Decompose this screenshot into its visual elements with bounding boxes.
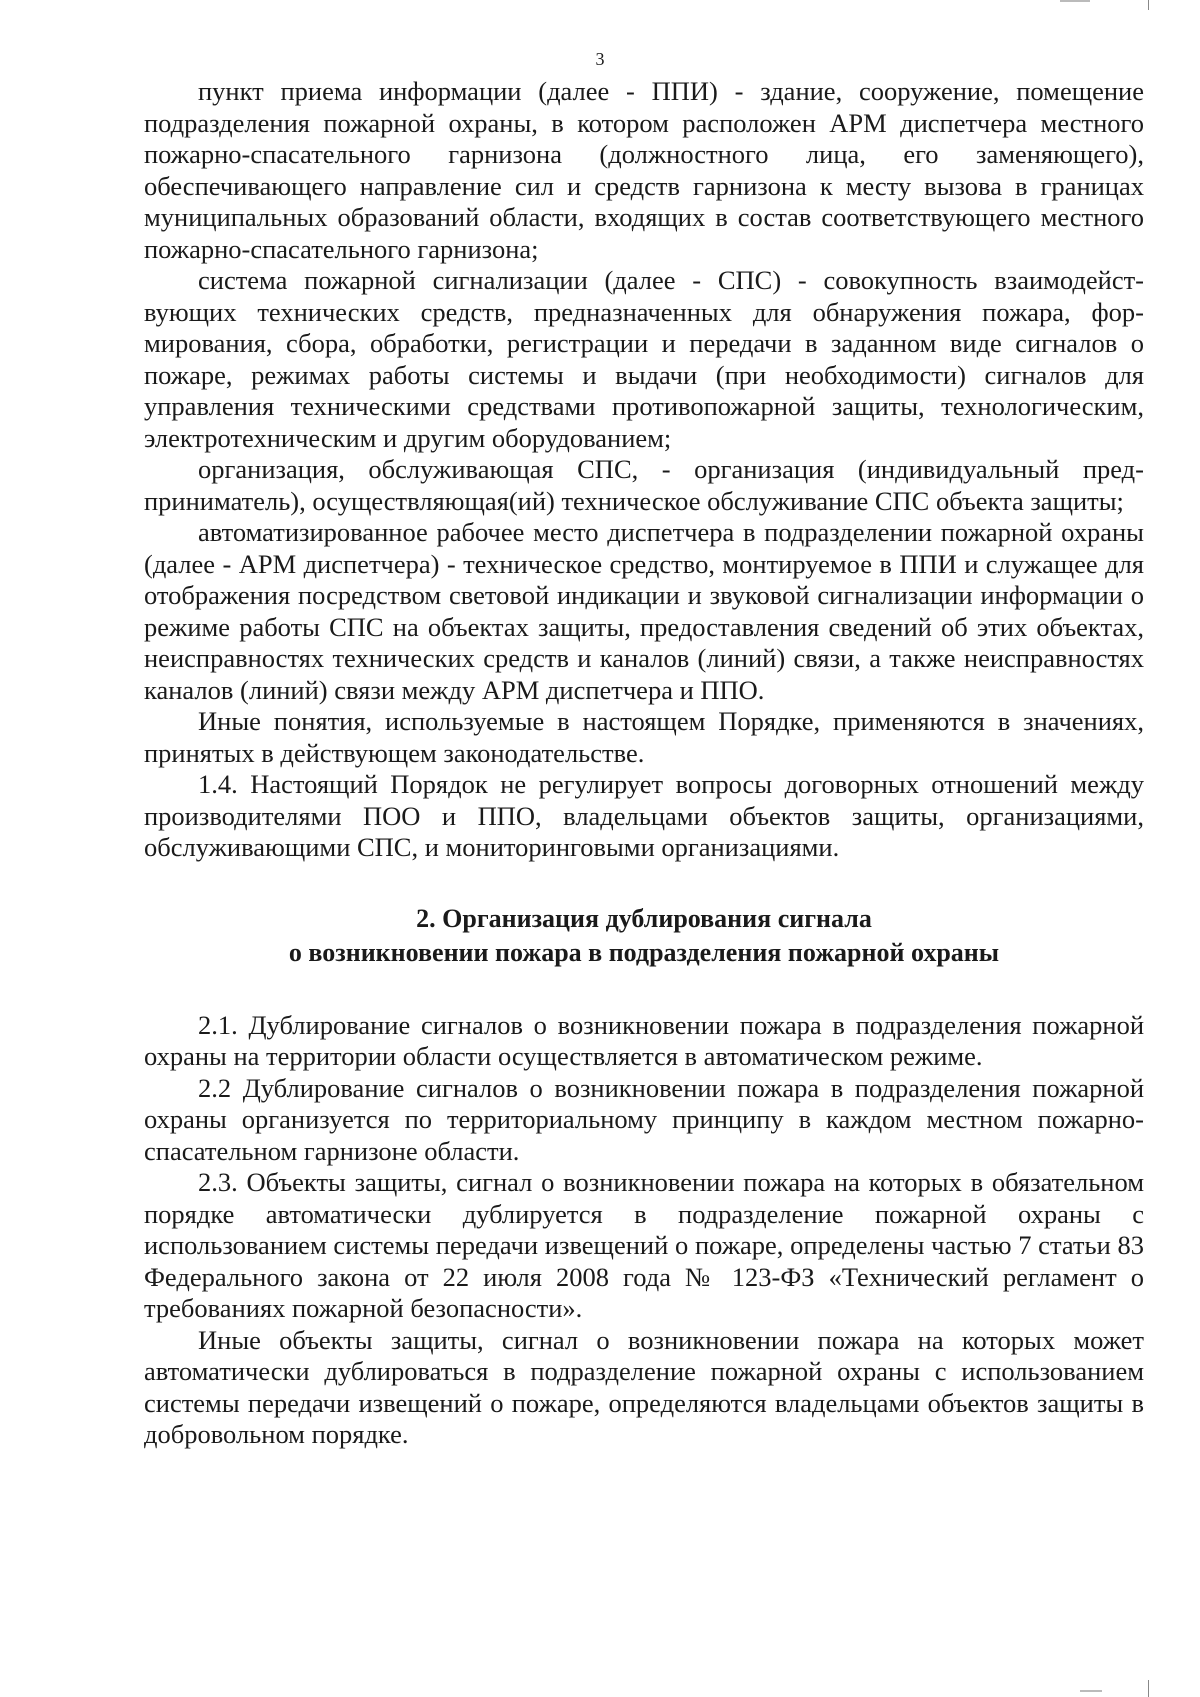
paragraph-2-2: 2.2 Дублирование сигналов о возникновении пожара в подразделения пожарной охраны организуется по территориальному принципу в каждом местном пожарно-спасательном гарнизоне области. — [144, 1072, 1144, 1166]
scan-mark-top-right-2 — [1060, 0, 1090, 2]
section-2-heading — [144, 902, 1144, 970]
section-2-heading-line-2: о возникновении пожара в подразделения пожарной охраны — [288, 937, 1000, 967]
paragraph-1-4: 1.4. Настоящий Порядок не регулирует вопросы договорных отношений между производителями ПОО и ППО, владельцами объектов защиты, организациями, обслуживающими СПС, и мониторинговыми организациями. — [144, 769, 1144, 862]
paragraph-2-1: 2.1. Дублирование сигналов о возникновении пожара в подразделения пожарной охраны на территории области осуществляется в автоматическом режиме. — [144, 1009, 1144, 1071]
paragraph-sps-definition: система пожарной сигнализации (далее - СПС) - совокупность взаимодействующих технических средств, предназначенных для обнаружения пожара, формирования, сбора, обработки, регистрации и передачи в заданном виде сигналов о пожаре, режимах работы системы и выдачи (при необходимости) сигналов для управления техническими средствами противопожарной защиты, технологическим, электротехническим и другим оборудованием; — [144, 265, 1144, 453]
scan-mark-bottom-right-2 — [1080, 1690, 1102, 1692]
paragraph-arm-definition: автоматизированное рабочее место диспетчера в подразделении пожарной охраны (далее - АРМ диспетчера) - техническое средство, монтируемое в ППИ и служащее для отображения посредством световой индикации и звуковой сигнализации информации о режиме работы СПС на объектах защиты, предоставления сведений об этих объектах, неисправностях технических средств и каналов (линий) связи, а также неисправностях каналов (линий) связи между АРМ диспетчера и ППО. — [144, 517, 1144, 705]
paragraph-service-organization-definition: организация, обслуживающая СПС, - организация (индивидуальный предприниматель), осуществляющая(ий) техническое обслуживание СПС объекта защиты; — [144, 454, 1144, 516]
paragraph-other-terms: Иные понятия, используемые в настоящем Порядке, применяются в значениях, принятых в действующем законодательстве. — [144, 706, 1144, 768]
paragraph-2-3: 2.3. Объекты защиты, сигнал о возникновении пожара на которых в обязательном порядке автоматически дублируется в подразделение пожарной охраны с использованием системы передачи извещений о пожаре, определены частью 7 статьи 83 Федерального закона от 22 июля 2008 года № 123-ФЗ «Технический регламент о требованиях пожарной безопасности». — [144, 1167, 1144, 1323]
paragraph-ppi-definition: пункт приема информации (далее - ППИ) - здание, сооружение, помещение подразделения пожарной охраны, в котором расположен АРМ диспетчера местного пожарно-спасательного гарнизона (должностного лица, его заменяющего), обеспечивающего направление сил и средств гарнизона к месту вызова в границах муниципальных образований области, входящих в состав соответствующего местного пожарно-спасательного гарнизона; — [144, 76, 1144, 264]
document-body — [144, 76, 1144, 1451]
scan-mark-top-right — [1148, 0, 1149, 10]
section-2-heading-line-1: 2. Организация дублирования сигнала — [416, 903, 872, 933]
paragraph-other-objects: Иные объекты защиты, сигнал о возникновении пожара на которых может автоматически дублироваться в подразделение пожарной охраны с использованием системы передачи извещений о пожаре, определяются владельцами объектов защиты в добровольном порядке. — [144, 1324, 1144, 1449]
scan-mark-bottom-right — [1148, 1680, 1149, 1697]
page-number: 3 — [595, 49, 605, 69]
